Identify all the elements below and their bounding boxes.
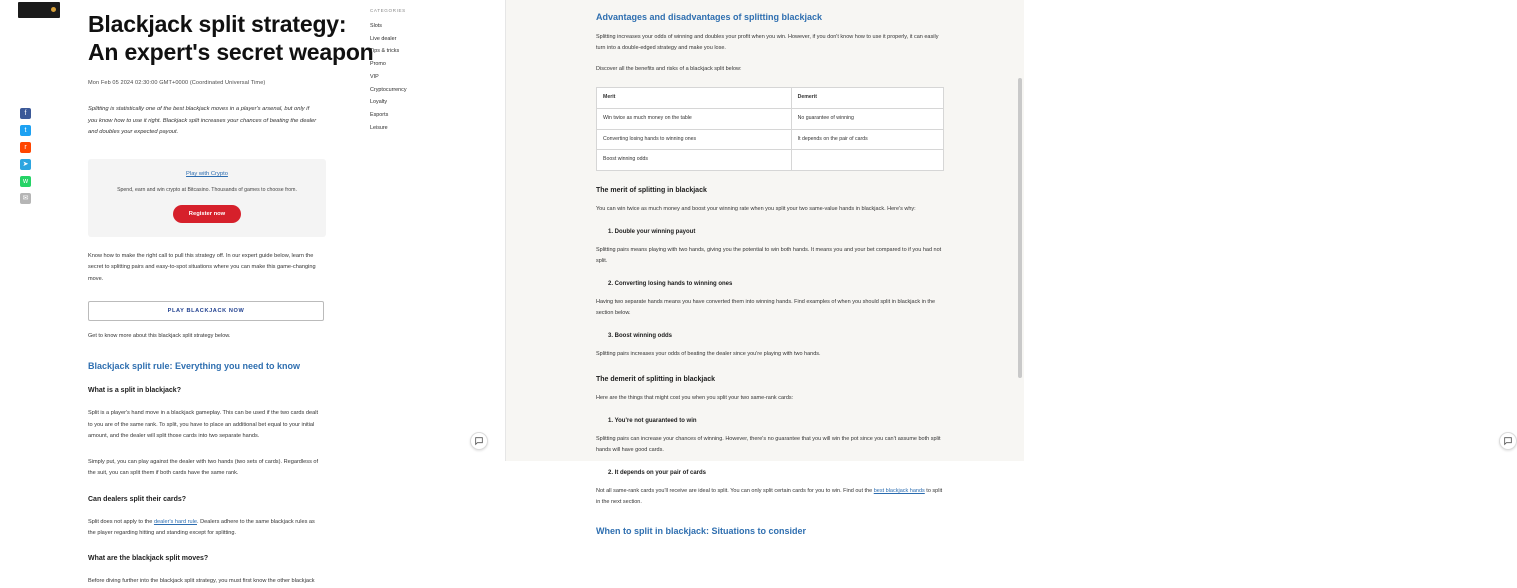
table-cell-demerit-2: It depends on the pair of cards — [791, 129, 943, 150]
merit-demerit-table — [596, 87, 944, 171]
article-note: Get to know more about this blackjack split strategy below. — [88, 333, 231, 340]
subheading-blackjack-split-moves: What are the blackjack split moves? — [88, 555, 209, 563]
reddit-share-icon[interactable]: r — [20, 142, 31, 153]
table-cell-merit-2: Converting losing hands to winning ones — [597, 129, 792, 150]
paragraph-discover-benefits: Discover all the benefits and risks of a blackjack split below: — [596, 66, 742, 72]
category-item-promo[interactable]: Promo — [370, 61, 386, 68]
promo-subtitle: Spend, earn and win crypto at Bitcasino. Thousands of games to choose from. — [117, 186, 297, 193]
table-row — [597, 129, 944, 150]
category-item-tips-tricks[interactable]: Tips & tricks — [370, 48, 400, 55]
category-item-vip[interactable]: VIP — [370, 73, 379, 80]
heading-merit-of-splitting: The merit of splitting in blackjack — [596, 187, 707, 195]
paragraph-what-is-a-split-2: Simply put, you can play against the dealer with two hands (two sets of cards). Regardless of the suit, you can split them if both cards have the same rank. — [88, 458, 319, 477]
article-column — [0, 0, 506, 585]
category-item-loyalty[interactable]: Loyalty — [370, 99, 388, 106]
paragraph-what-is-a-split-1: Split is a player's hand move in a blackjack gameplay. This can be used if the two cards dealt to you are of the same rank. To split, you have to place an additional bet equal to your initial amount, and the dealer will split those cards into two separate hands. — [88, 410, 319, 440]
paragraph-not-guaranteed-to-win: Splitting pairs can increase your chances of winning. However, there's no guarantee that you will win the pot since you can't assume both split hands will have good cards. — [596, 436, 941, 454]
twitter-share-icon[interactable]: t — [20, 125, 31, 136]
dealers-split-text-b: . Dealers adhere to the same blackjack rules as the player regarding hitting and standing except for splitting. — [88, 518, 315, 536]
table-header-row — [597, 88, 944, 109]
chat-widget-button-right[interactable] — [1499, 432, 1517, 450]
promo-card — [88, 159, 326, 237]
email-share-icon[interactable]: ✉ — [20, 193, 31, 204]
heading-when-to-split: When to split in blackjack: Situations to consider — [596, 526, 807, 537]
table-row — [597, 150, 944, 171]
heading-converting-losing-hands: 2. Converting losing hands to winning ones — [608, 281, 733, 288]
promo-link[interactable]: Play with Crypto — [186, 170, 228, 177]
heading-advantages-disadvantages: Advantages and disadvantages of splitting blackjack — [596, 12, 823, 22]
article-timestamp: Mon Feb 05 2024 02:30:00 GMT+0000 (Coordinated Universal Time) — [88, 80, 266, 87]
paragraph-converting-losing-hands: Having two separate hands means you have converted them into winning hands. Find examples of when you should split in blackjack in the section below. — [596, 299, 936, 317]
heading-boost-winning-odds: 3. Boost winning odds — [608, 333, 672, 340]
paragraph-advantages-intro: Splitting increases your odds of winning and doubles your profit when you win. However, if you don't know how to use it properly, it can easily turn into a double-edged strategy and make you lose. — [596, 34, 939, 51]
register-now-button[interactable]: Register now — [173, 205, 241, 223]
paragraph-depends-on-pair — [596, 486, 944, 508]
logo-dot-icon — [51, 7, 56, 12]
heading-not-guaranteed-to-win: 1. You're not guaranteed to win — [608, 418, 697, 425]
play-blackjack-now-button[interactable]: PLAY BLACKJACK NOW — [88, 301, 324, 321]
table-cell-merit-1: Win twice as much money on the table — [597, 108, 792, 129]
paragraph-merit-intro: You can win twice as much money and boost your winning rate when you split your two same-value hands in blackjack. Here's why: — [596, 206, 916, 213]
scrollbar-thumb[interactable] — [1018, 78, 1022, 378]
subheading-what-is-a-split: What is a split in blackjack? — [88, 387, 181, 395]
heading-depends-on-pair: 2. It depends on your pair of cards — [608, 470, 707, 477]
table-body — [597, 108, 944, 170]
table-cell-merit-3: Boost winning odds — [597, 150, 792, 171]
social-share-rail — [20, 108, 34, 204]
category-item-cryptocurrency[interactable]: Cryptocurrency — [370, 86, 407, 93]
article-lead: Splitting is statistically one of the best blackjack moves in a player's arsenal, but only if you know how to use it right. Blackjack split increases your chances of beating the dealer and doubles your expected payout. — [88, 106, 317, 136]
table-head — [597, 88, 944, 109]
table-cell-demerit-1: No guarantee of winning — [791, 108, 943, 129]
facebook-share-icon[interactable]: f — [20, 108, 31, 119]
best-blackjack-hands-link[interactable]: best blackjack hands — [873, 488, 925, 495]
categories-panel — [370, 8, 480, 134]
table-row — [597, 108, 944, 129]
paragraph-can-dealers-split — [88, 517, 324, 540]
dealers-split-text-a: Split does not apply to the — [88, 518, 154, 525]
chat-widget-button-left[interactable] — [470, 432, 488, 450]
subheading-can-dealers-split: Can dealers split their cards? — [88, 495, 187, 503]
category-item-esports[interactable]: Esports — [370, 111, 389, 118]
categories-heading: CATEGORIES — [370, 8, 406, 13]
chat-icon — [1503, 436, 1513, 446]
depends-text-b: to split in the next section. — [596, 488, 943, 506]
heading-demerit-of-splitting: The demerit of splitting in blackjack — [596, 376, 716, 384]
table-header-demerit: Demerit — [791, 88, 943, 109]
chat-icon — [474, 436, 484, 446]
page-title-line-2: An expert's secret weapon — [88, 39, 374, 66]
section-heading-split-rule: Blackjack split rule: Everything you need to know — [88, 361, 301, 372]
site-logo[interactable] — [18, 2, 60, 18]
table-header-merit: Merit — [597, 88, 792, 109]
secondary-article-body — [596, 0, 944, 536]
secondary-article-column — [506, 0, 1024, 537]
category-item-slots[interactable]: Slots — [370, 23, 382, 29]
page-title-line-1: Blackjack split strategy: — [88, 11, 347, 37]
article-paragraph-guide: Know how to make the right call to pull this strategy off. In our expert guide below, learn the secret to splitting pairs and easy-to-spot situations where you can make this game-changing move. — [88, 252, 316, 282]
table-cell-demerit-3 — [791, 150, 943, 171]
paragraph-blackjack-split-moves: Before diving further into the blackjack split strategy, you must first know the other blackjack — [88, 578, 315, 585]
dealers-hard-rule-link[interactable]: dealer's hard rule — [153, 518, 197, 525]
paragraph-boost-winning-odds: Splitting pairs increases your odds of beating the dealer since you're playing with two hands. — [596, 351, 821, 358]
category-item-live-dealer[interactable]: Live dealer — [370, 35, 397, 42]
paragraph-double-winning-payout: Splitting pairs means playing with two hands, giving you the potential to win both hands. It means you and your bet compared to if you had not split. — [596, 247, 942, 265]
telegram-share-icon[interactable]: ➤ — [20, 159, 31, 170]
paragraph-demerit-intro: Here are the things that might cost you when you split your two same-rank cards: — [596, 395, 794, 402]
categories-list — [370, 20, 480, 134]
whatsapp-share-icon[interactable]: w — [20, 176, 31, 187]
depends-text-a: Not all same-rank cards you'll receive are ideal to split. You can only split certain cards for you to win. Find out the — [596, 488, 874, 495]
category-item-leisure[interactable]: Leisure — [370, 124, 388, 131]
heading-double-winning-payout: 1. Double your winning payout — [608, 229, 696, 236]
